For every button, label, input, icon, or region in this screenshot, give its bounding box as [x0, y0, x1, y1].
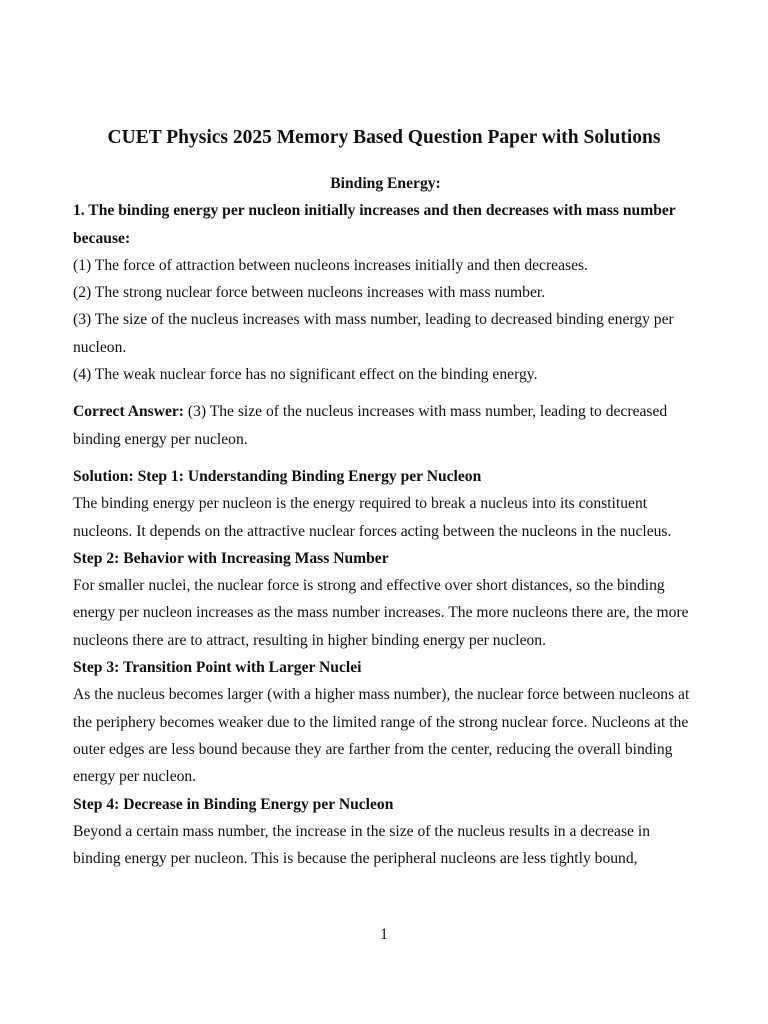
option-2: (2) The strong nuclear force between nucleons increases with mass number. [73, 284, 546, 302]
document-body [73, 170, 698, 872]
step-4-text: Beyond a certain mass number, the increase in the size of the nucleus results in a decrease in binding energy per nucleon. This is because the peripheral nucleons are less tightly bound, [73, 822, 650, 868]
step-2-text: For smaller nuclei, the nuclear force is strong and effective over short distances, so the binding energy per nucleon increases as the mass number increases. The more nucleons there are, the more nucleons there are to attract, resulting in higher binding energy per nucleon. [73, 577, 689, 649]
solution-step-1-heading [73, 463, 698, 490]
step-1-heading: Step 1: Understanding Binding Energy per Nucleon [137, 467, 482, 485]
option-3: (3) The size of the nucleus increases with mass number, leading to decreased binding energy per nucleon. [73, 311, 674, 356]
option-1: (1) The force of attraction between nucleons increases initially and then decreases. [73, 256, 588, 274]
step-2-heading: Step 2: Behavior with Increasing Mass Number [73, 549, 389, 567]
step-4-heading: Step 4: Decrease in Binding Energy per Nucleon [73, 795, 394, 813]
option-4: (4) The weak nuclear force has no significant effect on the binding energy. [73, 366, 538, 384]
page-number: 1 [380, 926, 388, 943]
step-3-text: As the nucleus becomes larger (with a higher mass number), the nuclear force between nucleons at the periphery becomes weaker due to the limited range of the strong nuclear force. Nucleons at the outer edges are less bound because they are farther from the center, reducing the overall binding energy per nucleon. [73, 686, 690, 786]
question-text: 1. The binding energy per nucleon initially increases and then decreases with mass number because: [73, 202, 676, 247]
section-title: Binding Energy: [330, 175, 441, 192]
solution-label: Solution: [73, 467, 134, 485]
correct-answer-label: Correct Answer: [73, 403, 184, 421]
step-3-heading: Step 3: Transition Point with Larger Nuclei [73, 659, 362, 677]
correct-answer-text: (3) The size of the nucleus increases with mass number, leading to decreased binding energy per nucleon. [73, 403, 668, 448]
correct-answer [73, 398, 698, 453]
step-1-text: The binding energy per nucleon is the energy required to break a nucleus into its constituent nucleons. It depends on the attractive nuclear forces acting between the nucleons in the nucleus. [73, 495, 672, 540]
page-title: CUET Physics 2025 Memory Based Question Paper with Solutions [107, 127, 661, 148]
